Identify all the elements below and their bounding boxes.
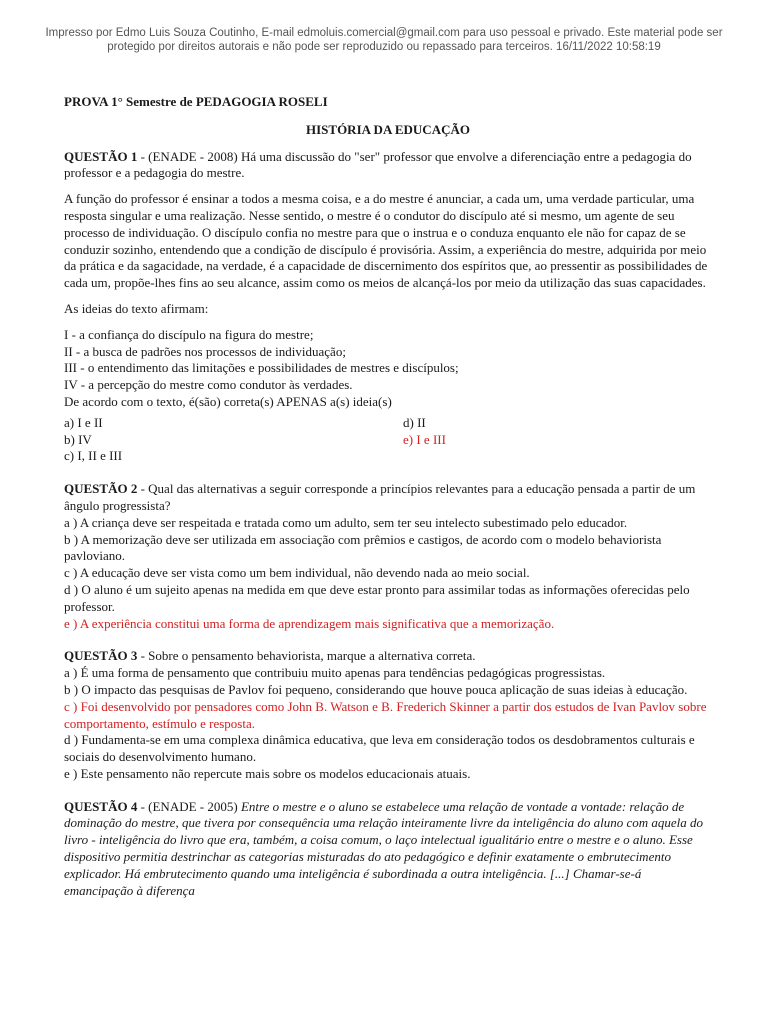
question-4-intro-text: - (ENADE - 2005) <box>137 798 241 814</box>
list-item: I - a confiança do discípulo na figura do mestre; <box>64 326 314 342</box>
option-c: c ) A educação deve ser vista como um bem individual, não devendo nada ao meio social. <box>64 565 530 581</box>
option-e-answer: e) I e III <box>403 431 446 447</box>
option-c: c) I, II e III <box>64 448 123 464</box>
question-4-intro <box>64 799 712 900</box>
option-b: b) IV <box>64 431 92 447</box>
question-1-options <box>64 415 712 465</box>
header-line-1: Impresso por Edmo Luis Souza Coutinho, E-mail edmoluis.comercial@gmail.com para uso pessoal e privado. Este material pode ser <box>45 27 723 39</box>
question-1-label: QUESTÃO 1 <box>64 148 138 164</box>
question-1-intro-text: - (ENADE - 2008) Há uma discussão do "ser" professor que envolve a diferenciação entre a pedagogia do professor e a pedagogia do mestre. <box>64 148 692 181</box>
question-2-intro <box>64 481 712 515</box>
option-a: a ) É uma forma de pensamento que contribuiu muito apenas para tendências pedagógicas progressistas. <box>64 665 606 681</box>
question-4 <box>64 799 712 900</box>
question-3-intro-text: - Sobre o pensamento behaviorista, marque a alternativa correta. <box>137 648 476 664</box>
option-d: d ) O aluno é um sujeito apenas na medida em que deve estar pronto para assimilar todas as informações oferecidas pelo professor. <box>64 581 690 614</box>
question-1-intro <box>64 149 712 183</box>
question-3-label: QUESTÃO 3 <box>64 648 138 664</box>
question-2-intro-text: - Qual das alternativas a seguir corresponde a princípios relevantes para a educação pensada a partir de um ângulo progressista? <box>64 481 696 513</box>
question-3-intro <box>64 648 712 665</box>
list-item: III - o entendimento das limitações e possibilidades de mestres e discípulos; <box>64 360 459 376</box>
option-b: b ) A memorização deve ser utilizada em associação com prêmios e castigos, de acordo com o modelo behaviorista pavloviano. <box>64 531 662 564</box>
option-a: a ) A criança deve ser respeitada e tratada como um adulto, sem ter seu intelecto subestimado pelo educador. <box>64 514 628 530</box>
question-2 <box>64 481 712 632</box>
option-e-answer: e ) A experiência constitui uma forma de aprendizagem mais significativa que a memorização. <box>64 615 555 631</box>
option-a: a) I e II <box>64 414 103 430</box>
question-1-ideas-list <box>64 327 712 394</box>
question-4-passage: Entre o mestre e o aluno se estabelece uma relação de vontade a vontade: relação de dominação do mestre, que tivera por consequência uma relação inteiramente livre da inteligência do aluno com aquela do livro - inteligência do livro que era, também, a coisa comum, o laço intelectual igualitário entre o mestre e o aluno. Esse dispositivo permitia destrinchar as categorias misturadas do ato pedagógico e definir exatamente o embrutecimento explicador. Há embrutecimento quando uma inteligência é subordinada a outra inteligência. [...] Chamar-se-á emancipação à diferença <box>64 798 704 898</box>
document-page <box>64 94 712 899</box>
print-watermark-header <box>0 26 768 54</box>
option-c-answer: c ) Foi desenvolvido por pensadores como John B. Watson e B. Frederich Skinner a partir dos estudos de Ivan Pavlov sobre comportamento, estímulo e resposta. <box>64 698 707 731</box>
option-d: d) II <box>403 414 426 430</box>
option-d: d ) Fundamenta-se em uma complexa dinâmica educativa, que leva em consideração todos os desdobramentos culturais e sociais do desenvolvimento humano. <box>64 732 695 765</box>
question-1 <box>64 149 712 466</box>
document-subtitle: HISTÓRIA DA EDUCAÇÃO <box>306 121 470 137</box>
options-column-left <box>64 415 403 465</box>
option-e: e ) Este pensamento não repercute mais sobre os modelos educacionais atuais. <box>64 765 471 781</box>
question-2-label: QUESTÃO 2 <box>64 481 138 497</box>
question-1-prompt: De acordo com o texto, é(são) correta(s) APENAS a(s) ideia(s) <box>64 393 392 409</box>
document-title: PROVA 1° Semestre de PEDAGOGIA ROSELI <box>64 94 328 109</box>
question-4-label: QUESTÃO 4 <box>64 798 138 814</box>
list-item: IV - a percepção do mestre como condutor às verdades. <box>64 377 353 393</box>
list-item: II - a busca de padrões nos processos de individuação; <box>64 343 346 359</box>
header-line-2: protegido por direitos autorais e não pode ser reproduzido ou repassado para terceiros. 16/11/2022 10:58:19 <box>107 41 661 53</box>
option-b: b ) O impacto das pesquisas de Pavlov foi pequeno, considerando que houve pouca aplicação de suas ideias à educação. <box>64 681 688 697</box>
question-1-ideas-intro: As ideias do texto afirmam: <box>64 300 209 316</box>
question-3 <box>64 648 712 782</box>
options-column-right <box>403 415 446 465</box>
question-1-passage: A função do professor é ensinar a todos a mesma coisa, e a do mestre é anunciar, a cada um, uma verdade particular, uma resposta singular e uma realização. Nesse sentido, o mestre é o condutor do discípulo até si mesmo, um agente de seu processo de individuação. O discípulo confia no mestre para que o instrua e o conduza enquanto ele não for capaz de se conduzir sozinho, entendendo que a condição de discípulo é provisória. Assim, a experiência do mestre, adquirida por meio da prática e da sagacidade, na verdade, é a capacidade de discernimento dos espíritos que, ao pressentir as possibilidades de cada um, propõe-lhes fins ao seu alcance, assim como os meios de alcançá-los por meio da utilização das suas capacidades. <box>64 191 708 291</box>
